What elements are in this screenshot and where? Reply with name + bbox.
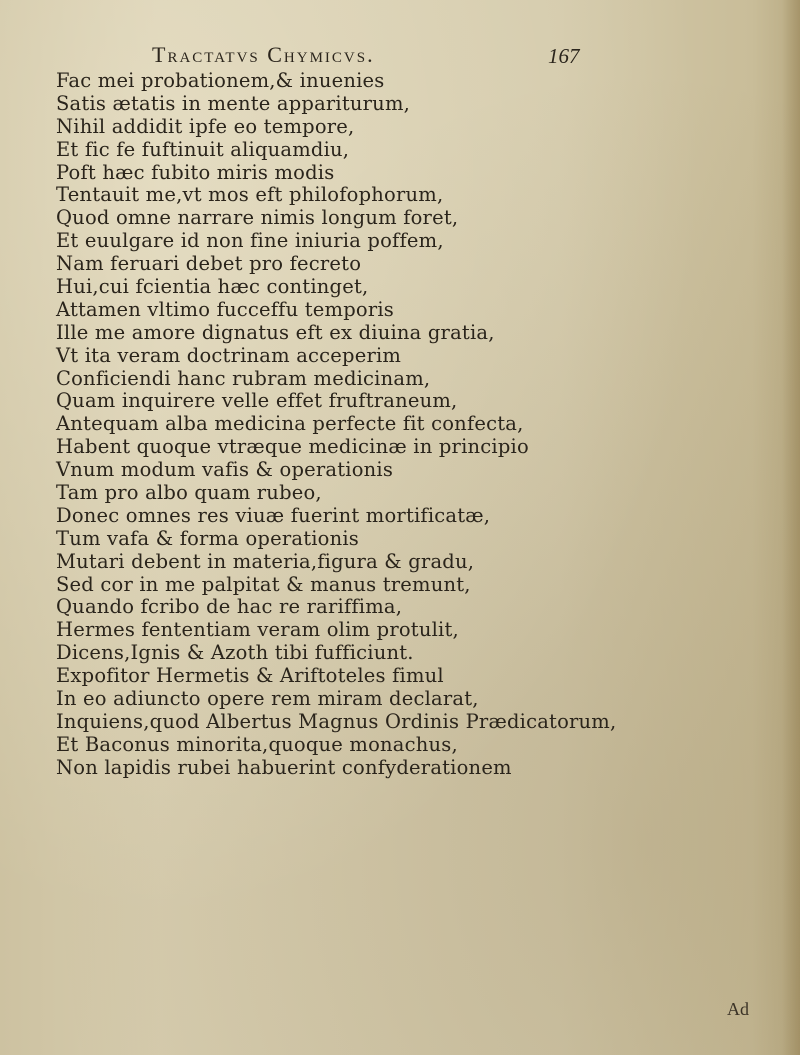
verse-line: Poft hæc fubito miris modis xyxy=(56,160,335,184)
verse-line: Donec omnes res viuæ fuerint mortificatæ, xyxy=(56,503,491,527)
verse-line: Dicens,Ignis & Azoth tibi fufficiunt. xyxy=(56,641,414,665)
page-number: 167 xyxy=(548,44,580,68)
verse-line: Et fic fe fuftinuit aliquamdiu, xyxy=(56,137,350,161)
verse-line: Nam feruari debet pro fecreto xyxy=(56,252,362,276)
verse-line: Et Baconus minorita,quoque monachus, xyxy=(56,732,458,756)
verse-line: Antequam alba medicina perfecte fit confecta, xyxy=(56,412,524,436)
verse-line: Tam pro albo quam rubeo, xyxy=(56,481,322,505)
verse-line: Hui,cui fcientia hæc continget, xyxy=(56,275,369,299)
verse-line: Hermes fententiam veram olim protulit, xyxy=(56,618,459,642)
verse-line: Ille me amore dignatus eft ex diuina gratia, xyxy=(56,320,495,344)
verse-line: Tentauit me,vt mos eft philofophorum, xyxy=(56,183,444,207)
verse-line: Fac mei probationem,& inuenies xyxy=(56,69,385,92)
verse-line: Quam inquirere velle effet fruftraneum, xyxy=(56,389,458,413)
verse-line: Quando fcribo de hac re rariffima, xyxy=(56,595,403,619)
verse-line: Conficiendi hanc rubram medicinam, xyxy=(56,366,431,390)
verse-text xyxy=(56,70,746,780)
verse-line: Quod omne narrare nimis longum foret, xyxy=(56,206,459,230)
verse-line: Habent quoque vtræque medicinæ in principio xyxy=(56,435,529,459)
page-edge-shadow xyxy=(782,0,800,1055)
verse-line: Et euulgare id non fine iniuria poffem, xyxy=(56,229,444,253)
catchword: Ad xyxy=(727,999,749,1019)
verse-line: Tum vafa & forma operationis xyxy=(56,526,360,550)
verse-line: In eo adiuncto opere rem miram declarat, xyxy=(56,687,479,711)
verse-line: Expofitor Hermetis & Ariftoteles fimul xyxy=(56,664,444,688)
verse-line: Satis ætatis in mente appariturum, xyxy=(56,91,411,115)
verse-line: Vt ita veram doctrinam acceperim xyxy=(56,343,402,367)
verse-line: Nihil addidit ipfe eo tempore, xyxy=(56,114,355,138)
running-title: Tractatvs Chymicvs. xyxy=(152,42,375,67)
page-header xyxy=(0,42,800,72)
verse-line: Vnum modum vafis & operationis xyxy=(56,458,394,482)
verse-line: Attamen vltimo fucceffu temporis xyxy=(56,297,394,321)
verse-line: Mutari debent in materia,figura & gradu, xyxy=(56,549,475,573)
verse-line: Non lapidis rubei habuerint confyderationem xyxy=(56,755,512,779)
verse-line: Inquiens,quod Albertus Magnus Ordinis Prædicatorum, xyxy=(56,709,617,733)
verse-line: Sed cor in me palpitat & manus tremunt, xyxy=(56,572,471,596)
